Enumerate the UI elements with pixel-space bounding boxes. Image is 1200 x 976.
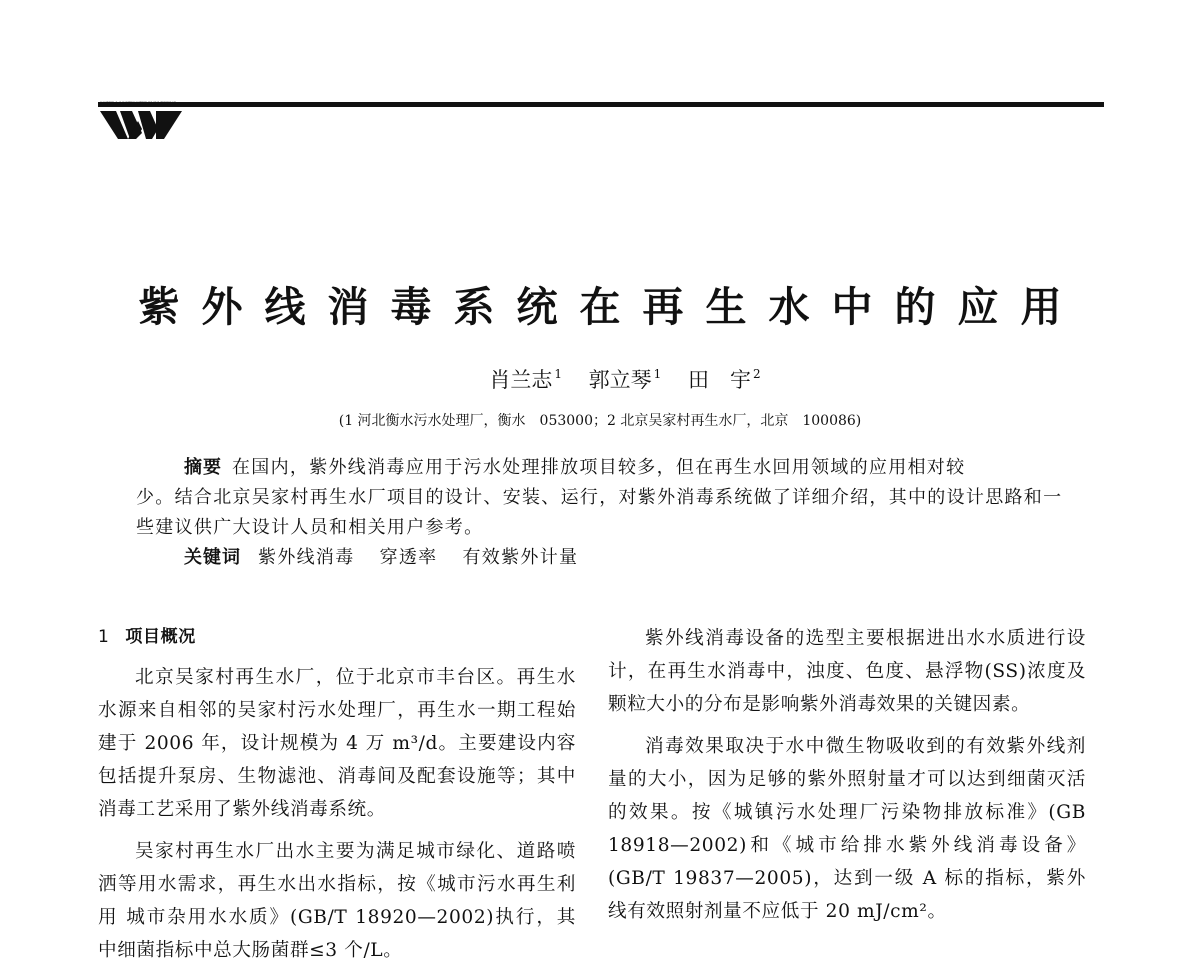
keywords-line bbox=[136, 543, 1076, 573]
section-number: 1 bbox=[98, 627, 110, 647]
abstract-label: 摘要 bbox=[184, 457, 222, 478]
abstract-line bbox=[136, 453, 1076, 483]
header-rule bbox=[98, 102, 1104, 107]
abstract-text-line1: 在国内，紫外线消毒应用于污水处理排放项目较多，但在再生水回用领域的应用相对较 bbox=[232, 457, 966, 478]
article-title: 紫外线消毒系统在再生水中的应用 bbox=[138, 283, 1084, 331]
body-column-left bbox=[98, 622, 576, 976]
body-paragraph: 吴家村再生水厂出水主要为满足城市绿化、道路喷洒等用水需求，再生水出水指标，按《城市污水再生利用 城市杂用水水质》(GB/T 18920—2002)执行，其中细菌指标中总大肠菌群≤3 个/L。 bbox=[98, 841, 576, 961]
section-title: 项目概况 bbox=[125, 627, 196, 647]
keywords-label: 关键词 bbox=[184, 547, 241, 568]
keyword: 穿透率 bbox=[379, 547, 438, 568]
section-heading bbox=[98, 622, 576, 652]
author: 田 宇 $^2$ bbox=[688, 367, 761, 392]
affiliations: (1 河北衡水污水处理厂，衡水 053000；2 北京吴家村再生水厂，北京 100086) bbox=[338, 413, 862, 429]
body-paragraph: 北京吴家村再生水厂，位于北京市丰台区。再生水水源来自相邻的吴家村污水处理厂，再生水一期工程始建于 2006 年，设计规模为 4 万 m³/d。主要建设内容包括提升泵房、生物滤池、消毒间及配套设施等；其中消毒工艺采用了紫外线消毒系统。 bbox=[98, 667, 576, 820]
keyword: 有效紫外计量 bbox=[462, 547, 579, 568]
abstract-text: 少。结合北京吴家村再生水厂项目的设计、安装、运行，对紫外消毒系统做了详细介绍，其中的设计思路和一些建议供广大设计人员和相关用户参考。 bbox=[136, 487, 1063, 538]
body-column-right bbox=[608, 622, 1086, 937]
body-paragraph: 紫外线消毒设备的选型主要根据进出水水质进行设计，在再生水消毒中，浊度、色度、悬浮物(SS)浓度及颗粒大小的分布是影响紫外消毒效果的关键因素。 bbox=[608, 628, 1086, 715]
author-list bbox=[0, 360, 1200, 394]
author: 肖兰志 $^1$ bbox=[489, 367, 562, 392]
abstract-block bbox=[136, 453, 1076, 573]
keyword: 紫外线消毒 bbox=[258, 547, 355, 568]
body-paragraph: 消毒效果取决于水中微生物吸收到的有效紫外线剂量的大小，因为足够的紫外照射量才可以达到细菌灭活的效果。按《城镇污水处理厂污染物排放标准》(GB 18918—2002)和《城市给排水紫外线消毒设备》(GB/T 19837—2005)，达到一级 A 标的指标，紫外线有效照射剂量不应低于 20 mJ/cm²。 bbox=[608, 736, 1086, 922]
author: 郭立琴 $^1$ bbox=[588, 367, 662, 392]
